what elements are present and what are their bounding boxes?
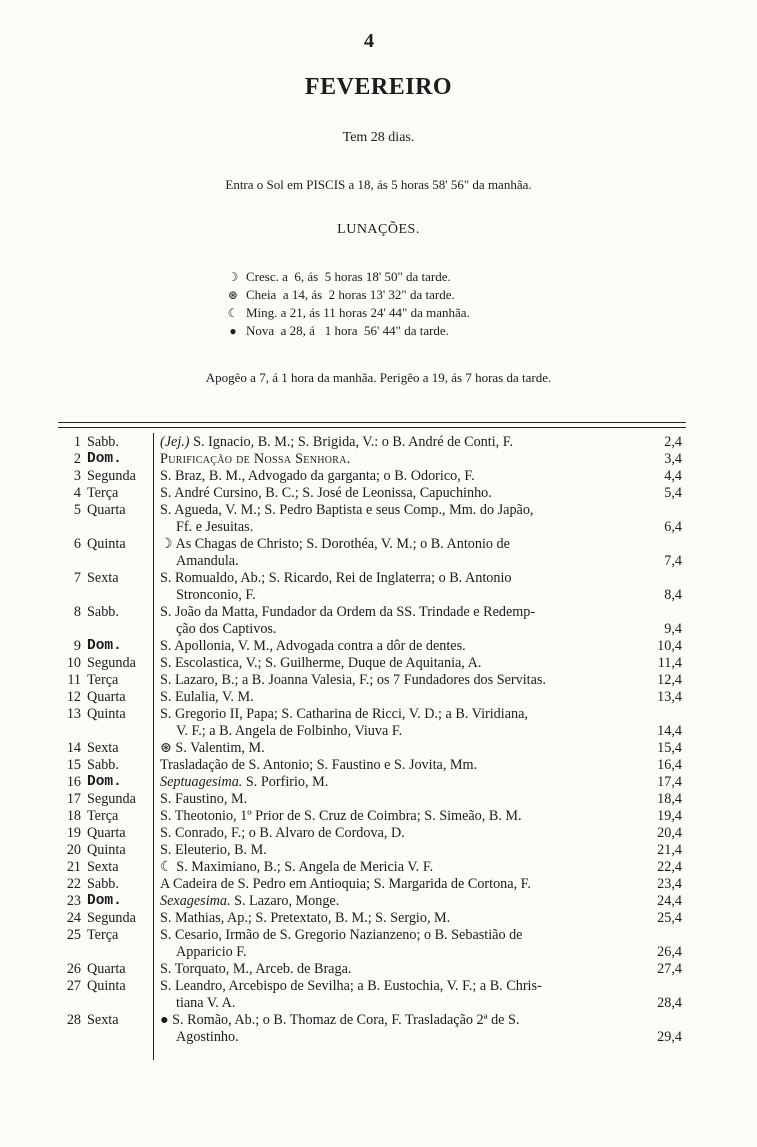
day-number: 9 [73,638,81,654]
saints-line: Ff. e Jesuitas. [176,519,254,535]
saints-line: ☾ S. Maximiano, B.; S. Angela de Mericia V. F. [160,859,434,875]
saints-text [160,927,646,961]
day-number: 21 [66,859,81,875]
saints-line: ⊛ S. Valentim, M. [160,740,265,756]
saints-text [160,638,646,655]
saints-text [160,893,646,910]
day-number: 6 [73,536,81,552]
saints-line: Trasladação de S. Antonio; S. Faustino e S. Jovita, Mm. [160,757,478,773]
page-ref: 27,4 [657,961,682,977]
page-number: 4 [364,30,374,52]
weekday: Sexta [87,570,119,586]
saints-line: S. Lazaro, B.; a B. Joanna Valesia, F.; os 7 Fundadores dos Servitas. [160,672,546,688]
sun-entry-line: Entra o Sol em PISCIS a 18, ás 5 horas 58' 56" da manhãa. [225,177,532,192]
day-number: 5 [73,502,81,518]
saints-line: Stronconio, F. [176,587,256,603]
day-number: 28 [66,1012,81,1028]
weekday: Terça [87,672,119,688]
page-ref: 17,4 [657,774,682,790]
page-ref: 22,4 [657,859,682,875]
day-number: 23 [66,893,81,909]
page-ref: 29,4 [657,1029,682,1045]
weekday: Quarta [87,689,126,705]
day-number: 20 [66,842,81,858]
day-number: 12 [66,689,81,705]
saints-line: S. Apollonia, V. M., Advogada contra a dôr de dentes. [160,638,466,654]
weekday: Sabb. [87,876,119,892]
saints-text [160,689,646,706]
saints-line: Agostinho. [176,1029,239,1045]
saints-line: ● S. Romão, Ab.; o B. Thomaz de Cora, F. Trasladação 2ª de S. [160,1012,520,1028]
saints-line: S. João da Matta, Fundador da Ordem da SS. Trindade e Redemp- [160,604,536,620]
day-number: 14 [66,740,81,756]
saints-text [160,961,646,978]
page-ref: 12,4 [657,672,682,688]
page-ref: 15,4 [657,740,682,756]
weekday: Sabb. [87,434,119,450]
saints-text [160,859,646,876]
page-ref: 10,4 [657,638,682,654]
day-number: 27 [66,978,81,994]
saints-line: S. Conrado, F.; o B. Alvaro de Cordova, D. [160,825,405,841]
saints-line: S. Escolastica, V.; S. Guilherme, Duque de Aquitania, A. [160,655,482,671]
weekday: Dom. [87,893,122,909]
saints-text [160,434,646,451]
day-number: 8 [73,604,81,620]
saints-line: S. Gregorio II, Papa; S. Catharina de Ricci, V. D.; a B. Viridiana, [160,706,528,722]
weekday: Quinta [87,536,126,552]
page-ref: 5,4 [664,485,682,501]
weekday: Sexta [87,1012,119,1028]
page-ref: 3,4 [664,451,682,467]
saints-line: S. Faustino, M. [160,791,248,807]
saints-text [160,910,646,927]
page-ref: 7,4 [664,553,682,569]
page-ref: 11,4 [657,655,682,671]
weekday: Terça [87,485,119,501]
weekday: Quinta [87,978,126,994]
day-number: 4 [73,485,81,501]
saints-line: ção dos Captivos. [176,621,277,637]
weekday: Dom. [87,451,122,467]
saints-line: S. André Cursino, B. C.; S. José de Leonissa, Capuchinho. [160,485,492,501]
saints-text [160,502,646,536]
day-number: 7 [73,570,81,586]
page-ref: 25,4 [657,910,682,926]
first-quarter-moon-icon: ☽ [227,270,239,284]
weekday: Dom. [87,638,122,654]
saints-text [160,757,646,774]
saints-line: S. Cesario, Irmão de S. Gregorio Nazianzeno; o B. Sebastião de [160,927,523,943]
saints-line: (Jej.) S. Ignacio, B. M.; S. Brigida, V.: o B. André de Conti, F. [160,434,514,450]
saints-text [160,570,646,604]
weekday: Sexta [87,740,119,756]
weekday: Sabb. [87,757,119,773]
saints-line: S. Braz, B. M., Advogado da garganta; o B. Odorico, F. [160,468,475,484]
saints-text [160,485,646,502]
saints-line: S. Agueda, V. M.; S. Pedro Baptista e seus Comp., Mm. do Japão, [160,502,534,518]
day-number: 16 [66,774,81,790]
page-ref: 24,4 [657,893,682,909]
day-number: 3 [73,468,81,484]
saints-text [160,468,646,485]
saints-text [160,740,646,757]
weekday: Quinta [87,842,126,858]
day-number: 10 [66,655,81,671]
phase-crescent [226,268,470,286]
weekday: Quarta [87,825,126,841]
saints-text [160,655,646,672]
weekday: Segunda [87,655,136,671]
day-number: 2 [73,451,81,467]
day-number: 26 [66,961,81,977]
day-number: 25 [66,927,81,943]
saints-text [160,808,646,825]
day-number: 24 [66,910,81,926]
page-ref: 23,4 [657,876,682,892]
page-ref: 19,4 [657,808,682,824]
phase-new [226,322,470,340]
column-divider [153,433,154,1060]
last-quarter-moon-icon: ☾ [227,306,239,320]
page-ref: 14,4 [657,723,682,739]
phase-text: Nova a 28, á 1 hora 56' 44" da tarde. [246,323,449,338]
saints-line: S. Mathias, Ap.; S. Pretextato, B. M.; S. Sergio, M. [160,910,451,926]
page-ref: 6,4 [664,519,682,535]
phase-text: Cheia a 14, ás 2 horas 13' 32" da tarde. [246,287,455,302]
saints-line: Purificação de Nossa Senhora. [160,451,351,467]
page-ref: 18,4 [657,791,682,807]
page-ref: 26,4 [657,944,682,960]
saints-line: S. Eleuterio, B. M. [160,842,267,858]
weekday: Sexta [87,859,119,875]
page-ref: 13,4 [657,689,682,705]
new-moon-icon: ● [229,324,237,338]
lunar-phases-list [226,268,470,340]
saints-line: Sexagesima. S. Lazaro, Monge. [160,893,340,909]
day-number: 17 [66,791,81,807]
weekday: Quarta [87,502,126,518]
liturgical-sunday-name: Septuagesima. [160,774,243,790]
day-number: 18 [66,808,81,824]
page-ref: 28,4 [657,995,682,1011]
phase-waning [226,304,470,322]
saints-text [160,1012,646,1046]
divider-bottom [58,427,686,428]
saints-text [160,774,646,791]
saints-line: tiana V. A. [176,995,236,1011]
saints-text [160,672,646,689]
weekday: Terça [87,808,119,824]
saints-line: S. Leandro, Arcebispo de Sevilha; a B. Eustochia, V. F.; a B. Chris- [160,978,542,994]
weekday: Quinta [87,706,126,722]
saints-text [160,604,646,638]
weekday: Segunda [87,791,136,807]
weekday: Segunda [87,468,136,484]
phase-text: Ming. a 21, ás 11 horas 24' 44" da manhãa. [246,305,470,320]
page-ref: 9,4 [664,621,682,637]
weekday: Terça [87,927,119,943]
saints-line: ☽ As Chagas de Christo; S. Dorothéa, V. M.; o B. Antonio de [160,536,510,552]
page-ref: 20,4 [657,825,682,841]
lunations-heading: LUNAÇÕES. [337,222,420,237]
saints-line: A Cadeira de S. Pedro em Antioquia; S. Margarida de Cortona, F. [160,876,531,892]
saints-line: Amandula. [176,553,239,569]
liturgical-sunday-name: Sexagesima. [160,893,231,909]
page-ref: 21,4 [657,842,682,858]
day-number: 11 [67,672,81,688]
page-ref: 4,4 [664,468,682,484]
saints-line: Septuagesima. S. Porfirio, M. [160,774,329,790]
saints-text [160,978,646,1012]
phase-full [226,286,470,304]
weekday: Dom. [87,774,122,790]
saints-text [160,842,646,859]
saints-line: Apparicio F. [176,944,247,960]
saints-line: S. Torquato, M., Arceb. de Braga. [160,961,352,977]
phase-text: Cresc. a 6, ás 5 horas 18' 50" da tarde. [246,269,451,284]
saints-text [160,706,646,740]
weekday: Segunda [87,910,136,926]
divider-top [58,422,686,423]
weekday: Quarta [87,961,126,977]
page-ref: 2,4 [664,434,682,450]
day-number: 19 [66,825,81,841]
saints-line: S. Romualdo, Ab.; S. Ricardo, Rei de Inglaterra; o B. Antonio [160,570,512,586]
day-number: 22 [66,876,81,892]
full-moon-icon: ⊛ [227,288,239,302]
saints-text [160,876,646,893]
days-count: Tem 28 dias. [342,130,415,145]
page-title: FEVEREIRO [304,74,453,100]
saints-line: V. F.; a B. Angela de Folbinho, Viuva F. [176,723,403,739]
saints-text [160,825,646,842]
day-number: 1 [73,434,81,450]
day-number: 15 [66,757,81,773]
saints-line: S. Eulalia, V. M. [160,689,254,705]
page-ref: 8,4 [664,587,682,603]
page-ref: 16,4 [657,757,682,773]
saints-text [160,451,646,468]
apogee-perigee-line: Apogêo a 7, á 1 hora da manhãa. Perigêo a 19, ás 7 horas da tarde. [205,370,552,385]
day-number: 13 [66,706,81,722]
weekday: Sabb. [87,604,119,620]
saints-text [160,791,646,808]
fast-day-mark: (Jej.) [160,434,190,450]
saints-line: S. Theotonio, 1º Prior de S. Cruz de Coimbra; S. Simeão, B. M. [160,808,522,824]
saints-text [160,536,646,570]
